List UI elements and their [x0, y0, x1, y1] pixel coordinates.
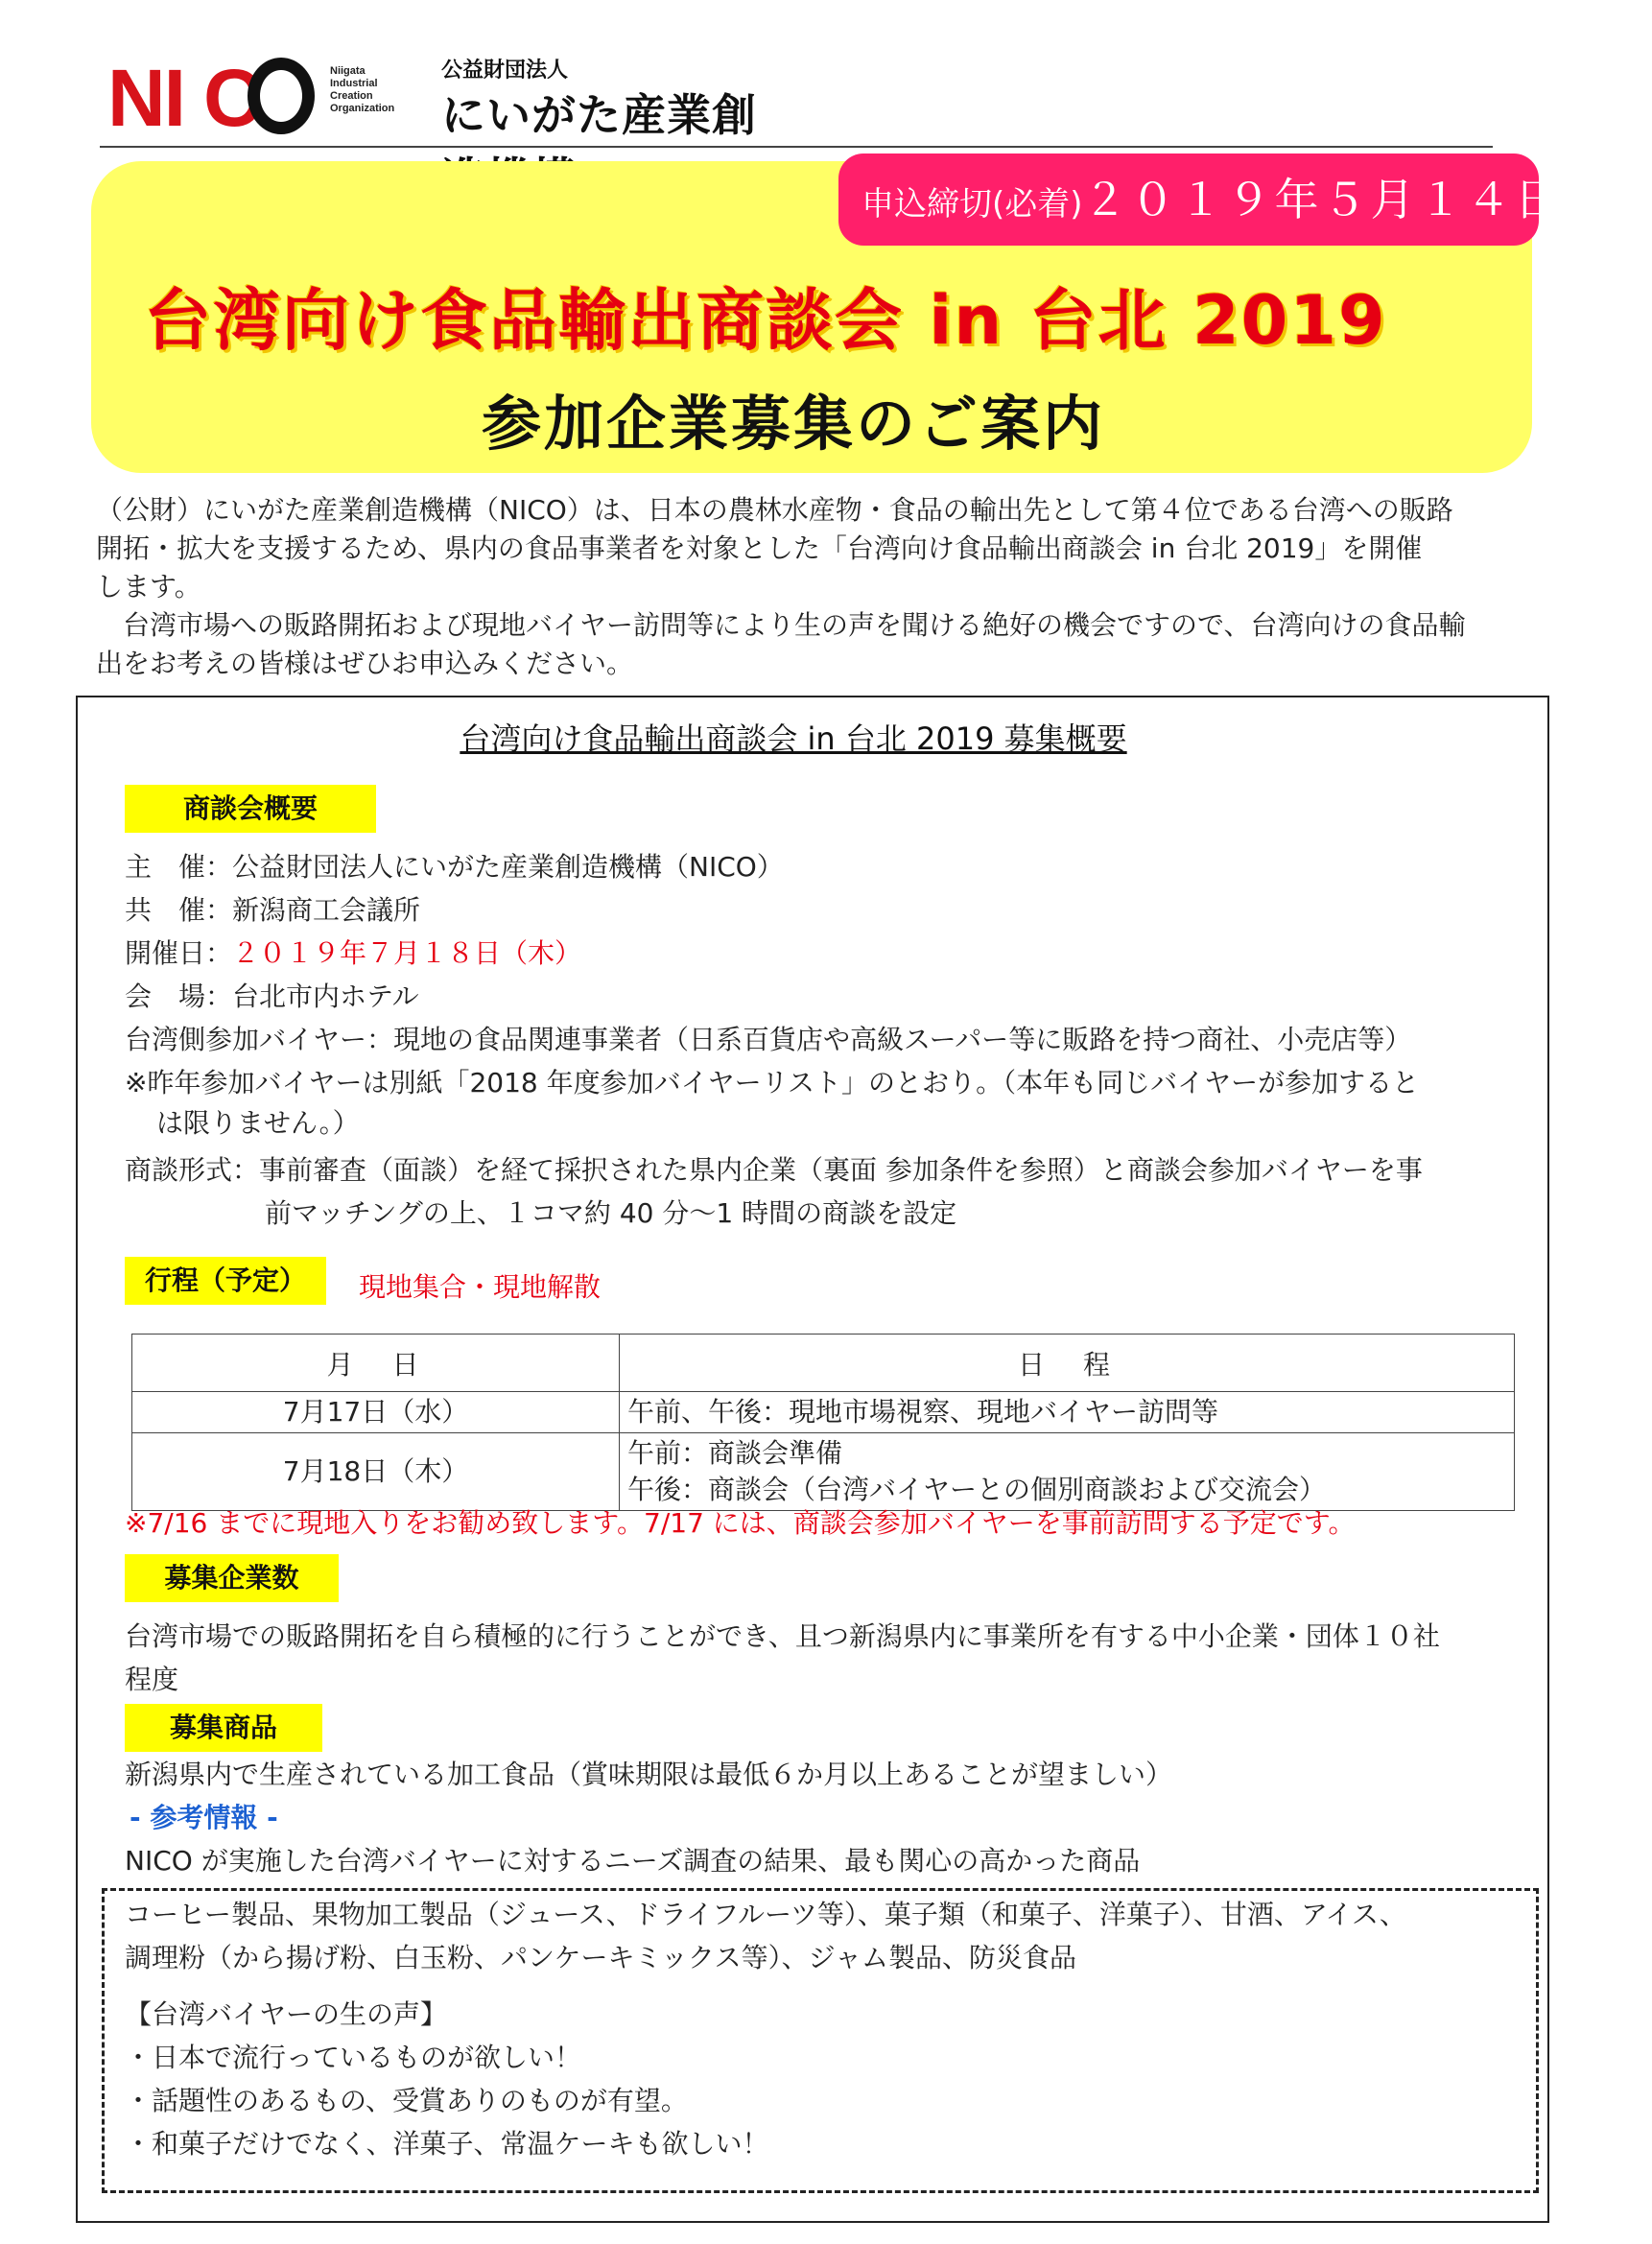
org-type: 公益財団法人 [441, 59, 569, 83]
event-date [125, 934, 581, 973]
intro-line: します。 [96, 571, 201, 602]
nico-logo [107, 48, 779, 144]
format: 前マッチングの上、１コマ約 40 分～1 時間の商談を設定 [265, 1197, 957, 1229]
voices-title: 【台湾バイヤーの生の声】 [125, 1998, 448, 2030]
venue: 会 場：台北市内ホテル [125, 980, 419, 1012]
event-date-label: 開催日： [125, 937, 233, 969]
co-organizer: 共 催：新潟商工会議所 [125, 894, 421, 926]
section-tag-schedule: 行程（予定） [125, 1257, 326, 1305]
reference-text: NICO が実施した台湾バイヤーに対するニーズ調査の結果、最も関心の高かった商品 [125, 1845, 1141, 1877]
event-subtitle: 参加企業募集のご案内 [481, 389, 1105, 459]
reference-products: コーヒー製品、果物加工製品（ジュース、ドライフルーツ等）、菓子類（和菓子、洋菓子）、甘酒、アイス、 [125, 1899, 1406, 1930]
event-title: 台湾向け食品輸出商談会 in 台北 2019 [144, 281, 1387, 360]
intro-line: 出をお考えの皆様はぜひお申込みください。 [96, 648, 634, 679]
logo-mark-c: C [203, 53, 262, 143]
table-row [132, 1433, 1515, 1511]
table-cell-date: 7月18日（木） [132, 1433, 620, 1511]
voice-item: ・話題性のあるもの、受賞ありのものが有望。 [125, 2085, 688, 2116]
count-text: 台湾市場での販路開拓を自ら積極的に行うことができ、且つ新潟県内に事業所を有する中小企業・団体１０社 [125, 1620, 1440, 1652]
logo-mark: NI [107, 53, 184, 143]
intro-line: 開拓・拡大を支援するため、県内の食品事業者を対象とした「台湾向け食品輸出商談会 in 台北 2019」を開催 [96, 532, 1423, 564]
header-divider [100, 146, 1493, 148]
section-tag-count: 募集企業数 [125, 1554, 339, 1602]
intro-line: 台湾市場への販路開拓および現地バイヤー訪問等により生の声を聞ける絶好の機会ですので、台湾向けの食品輸 [96, 609, 1466, 641]
table-header: 日 程 [620, 1335, 1515, 1392]
count-text: 程度 [125, 1664, 179, 1695]
products-text: 新潟県内で生産されている加工食品（賞味期限は最低６か月以上あることが望ましい） [125, 1759, 1173, 1790]
table-cell-plan: 午前、午後：現地市場視察、現地バイヤー訪問等 [620, 1392, 1515, 1433]
buyers-note: は限りません。） [156, 1107, 360, 1139]
table-header-row [132, 1335, 1515, 1392]
reference-title: - 参考情報 - [130, 1802, 278, 1833]
logo-ring [248, 58, 315, 134]
event-date-value: ２０１９年７月１８日（木） [232, 937, 582, 969]
logo-subtitle: Niigata Industrial Creation Organization [330, 65, 395, 114]
table-header: 月 日 [132, 1335, 620, 1392]
buyers: 台湾側参加バイヤー：現地の食品関連事業者（日系百貨店や高級スーパー等に販路を持つ商社、小売店等） [125, 1024, 1412, 1055]
schedule-warning: ※7/16 までに現地入りをお勧め致します。7/17 には、商談会参加バイヤーを事前訪問する予定です。 [125, 1507, 1356, 1539]
voice-item: ・和菓子だけでなく、洋菓子、常温ケーキも欲しい！ [125, 2128, 769, 2160]
reference-products: 調理粉（から揚げ粉、白玉粉、パンケーキミックス等）、ジャム製品、防災食品 [125, 1942, 1077, 1973]
table-cell-date: 7月17日（水） [132, 1392, 620, 1433]
schedule-note: 現地集合・現地解散 [359, 1271, 602, 1303]
format: 商談形式：事前審査（面談）を経て採択された県内企業（裏面 参加条件を参照）と商談会参加バイヤーを事 [125, 1154, 1423, 1186]
deadline-label: 申込締切(必着) [861, 185, 1083, 224]
section-tag-overview: 商談会概要 [125, 785, 376, 833]
intro-line: （公財）にいがた産業創造機構（NICO）は、日本の農林水産物・食品の輸出先として第４位である台湾への販路 [96, 494, 1453, 526]
deadline-badge [838, 154, 1652, 246]
schedule-table [131, 1334, 1515, 1511]
voice-item: ・日本で流行っているものが欲しい！ [125, 2042, 582, 2073]
organizer: 主 催：公益財団法人にいがた産業創造機構（NICO） [125, 851, 784, 883]
table-row [132, 1392, 1515, 1433]
outline-title: 台湾向け食品輸出商談会 in 台北 2019 募集概要 [460, 720, 1127, 757]
plan-line: 午前：商談会準備 [627, 1437, 843, 1469]
section-tag-products: 募集商品 [125, 1704, 322, 1752]
org-name: にいがた産業創 [441, 89, 757, 141]
table-cell-plan [620, 1433, 1515, 1511]
deadline-date: ２０１９年５月１４日(火) [1082, 174, 1652, 225]
plan-line: 午後：商談会（台湾バイヤーとの個別商談および交流会） [627, 1474, 1327, 1505]
buyers-note: ※昨年参加バイヤーは別紙「2018 年度参加バイヤーリスト」のとおり。（本年も同じバイヤーが参加すると [125, 1067, 1420, 1098]
